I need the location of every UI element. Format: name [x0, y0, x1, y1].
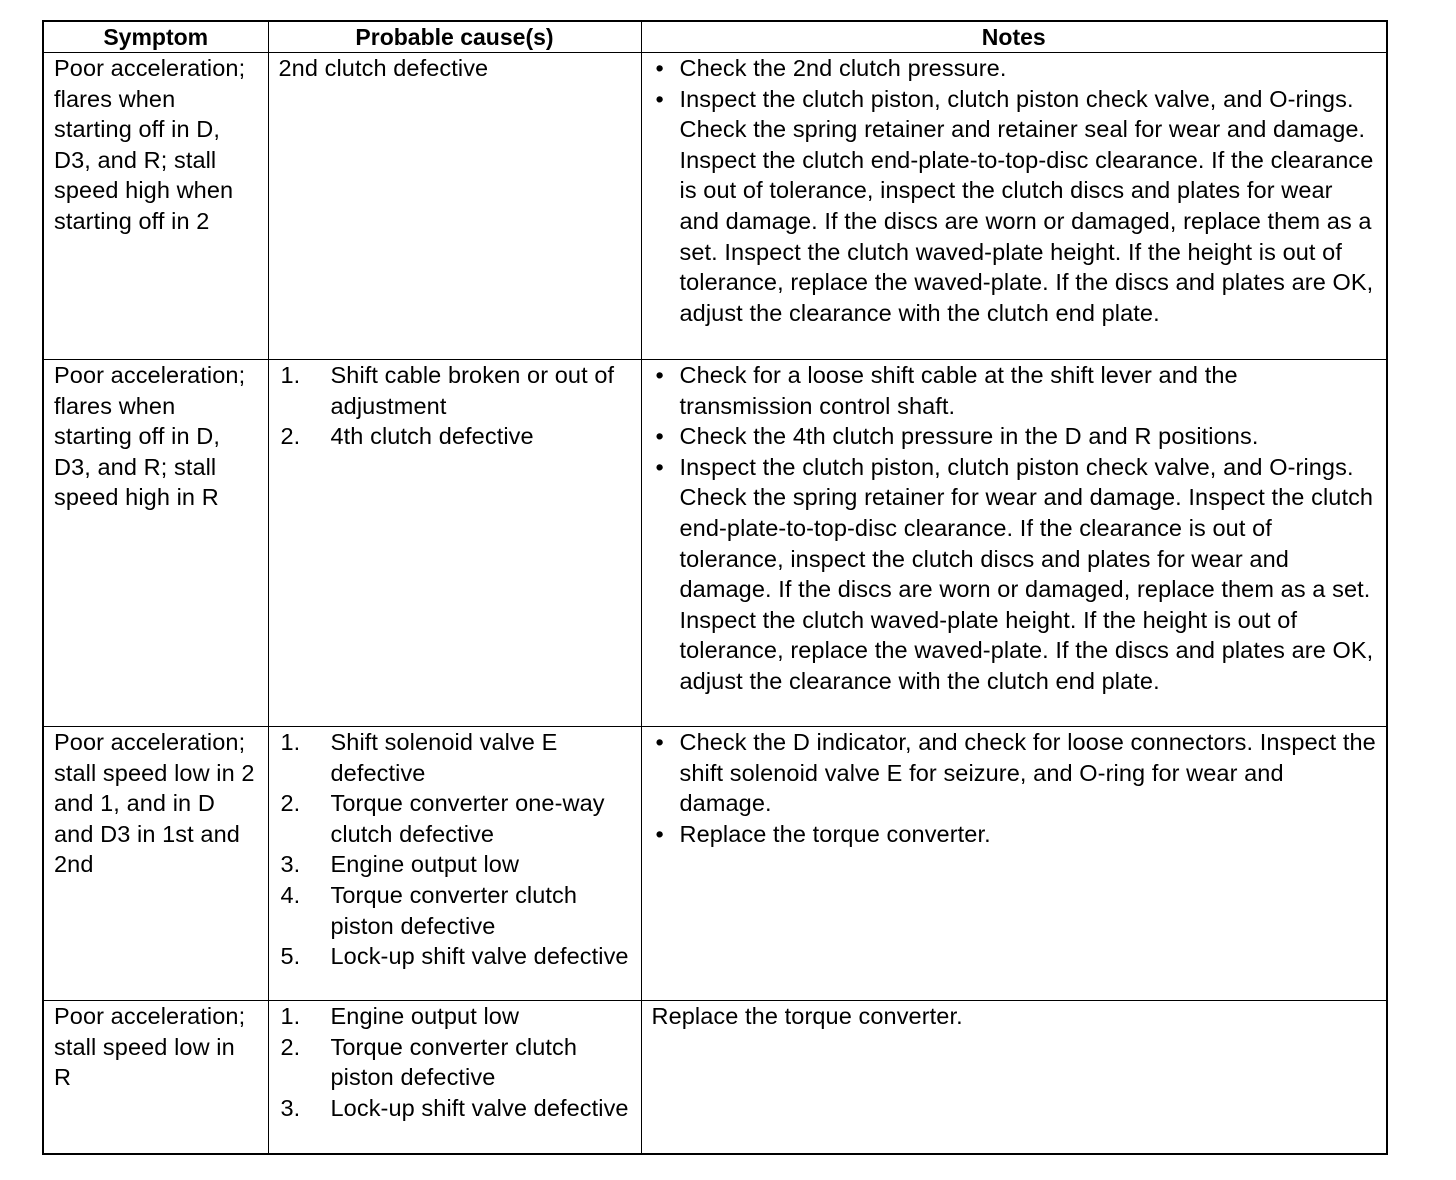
symptom-cell: Poor acceleration; flares when starting off in D, D3, and R; stall speed high in R — [43, 360, 268, 727]
note-item — [652, 452, 1377, 697]
cause-number: 3. — [280, 851, 301, 878]
troubleshooting-sheet — [42, 20, 1388, 1155]
cause-cell — [268, 727, 641, 1001]
cause-item — [279, 1001, 631, 1032]
note-item — [652, 53, 1377, 84]
cause-item — [279, 788, 631, 849]
cause-number: 1. — [280, 729, 301, 755]
notes-list — [652, 53, 1377, 328]
cause-text: Shift solenoid valve E defective — [330, 729, 558, 786]
bullet-icon: • — [655, 423, 664, 450]
cause-text: Shift cable broken or out of adjustment — [330, 362, 615, 419]
note-item — [652, 819, 1377, 850]
cause-text: 4th clutch defective — [330, 423, 534, 450]
bullet-icon: • — [655, 453, 664, 480]
cause-item — [279, 880, 631, 941]
bullet-icon: • — [655, 362, 664, 388]
cause-text: Engine output low — [330, 1003, 520, 1029]
cause-number: 3. — [280, 1094, 301, 1121]
cause-cell — [268, 360, 641, 727]
cause-item — [279, 727, 631, 788]
cause-item — [279, 1032, 631, 1093]
cause-item — [279, 1093, 631, 1124]
symptom-cell: Poor acceleration; flares when starting off in D, D3, and R; stall speed high when starting off in 2 — [43, 53, 268, 360]
cause-number: 2. — [280, 1033, 301, 1060]
header-symptom: Symptom — [43, 21, 268, 53]
notes-cell — [641, 360, 1387, 727]
note-text: Inspect the clutch piston, clutch piston check valve, and O-rings. Check the spring retainer for wear and damage. Inspect the clutch end-plate-to-top-disc clearance. If the clearance is out of tolerance, inspect the clutch discs and plates for wear and damage. If the discs are worn or damaged, replace them as a set. Inspect the clutch waved-plate height. If the height is out of tolerance, replace the waved-plate. If the discs and plates are OK, adjust the clearance with the clutch end plate. — [679, 453, 1374, 694]
cause-list — [279, 360, 631, 452]
note-text: Replace the torque converter. — [651, 1003, 963, 1029]
notes-cell — [641, 727, 1387, 1001]
note-text: Check the D indicator, and check for loose connectors. Inspect the shift solenoid valve E for seizure, and O-ring for wear and damage. — [679, 729, 1376, 817]
cause-number: 5. — [280, 943, 301, 970]
cause-number: 2. — [280, 423, 301, 450]
note-text: Inspect the clutch piston, clutch piston check valve, and O-rings. Check the spring retainer and retainer seal for wear and damage. Inspect the clutch end-plate-to-top-disc clearance. If the clearance is out of tolerance, inspect the clutch discs and plates for wear and damage. If the discs are worn or damaged, replace them as a set. Inspect the clutch waved-plate height. If the height is out of tolerance, replace the waved-plate. If the discs and plates are OK, adjust the clearance with the clutch end plate. — [679, 85, 1374, 326]
cause-number: 1. — [280, 1003, 301, 1029]
cause-text: Torque converter clutch piston defective — [330, 1033, 578, 1091]
bullet-icon: • — [655, 729, 664, 755]
cause-text: 2nd clutch defective — [278, 55, 489, 81]
cause-text: Torque converter clutch piston defective — [330, 881, 578, 939]
cause-item — [279, 360, 631, 421]
notes-cell — [641, 53, 1387, 360]
note-text: Check for a loose shift cable at the shift lever and the transmission control shaft. — [679, 362, 1238, 419]
note-item — [652, 360, 1377, 421]
cause-item — [279, 941, 631, 972]
notes-list — [652, 360, 1377, 697]
symptom-cell: Poor acceleration; stall speed low in R — [43, 1001, 268, 1154]
bullet-icon: • — [655, 820, 664, 847]
notes-list — [652, 727, 1377, 849]
cause-list — [279, 727, 631, 972]
cause-cell — [268, 53, 641, 360]
header-probable-cause: Probable cause(s) — [268, 21, 641, 53]
cause-number: 4. — [280, 881, 301, 908]
cause-cell — [268, 1001, 641, 1154]
cause-text: Lock-up shift valve defective — [330, 1094, 629, 1121]
table-row — [43, 727, 1387, 1001]
header-row — [43, 21, 1387, 53]
symptom-table — [42, 20, 1388, 1155]
note-item — [652, 421, 1377, 452]
cause-item — [279, 421, 631, 452]
cause-item — [279, 849, 631, 880]
header-notes: Notes — [641, 21, 1387, 53]
bullet-icon: • — [655, 85, 664, 112]
note-text: Check the 2nd clutch pressure. — [679, 55, 1007, 81]
cause-list — [279, 1001, 631, 1123]
table-row — [43, 53, 1387, 360]
note-item — [652, 84, 1377, 329]
table-row — [43, 1001, 1387, 1154]
cause-text: Lock-up shift valve defective — [330, 943, 629, 970]
note-text: Replace the torque converter. — [679, 820, 991, 847]
note-item — [652, 727, 1377, 819]
note-text: Check the 4th clutch pressure in the D and R positions. — [679, 423, 1259, 450]
cause-text: Engine output low — [330, 851, 520, 878]
bullet-icon: • — [655, 55, 664, 81]
cause-number: 1. — [280, 362, 301, 388]
notes-cell — [641, 1001, 1387, 1154]
cause-text: Torque converter one-way clutch defective — [330, 790, 605, 847]
cause-number: 2. — [280, 790, 301, 817]
table-row — [43, 360, 1387, 727]
symptom-cell: Poor acceleration; stall speed low in 2 and 1, and in D and D3 in 1st and 2nd — [43, 727, 268, 1001]
